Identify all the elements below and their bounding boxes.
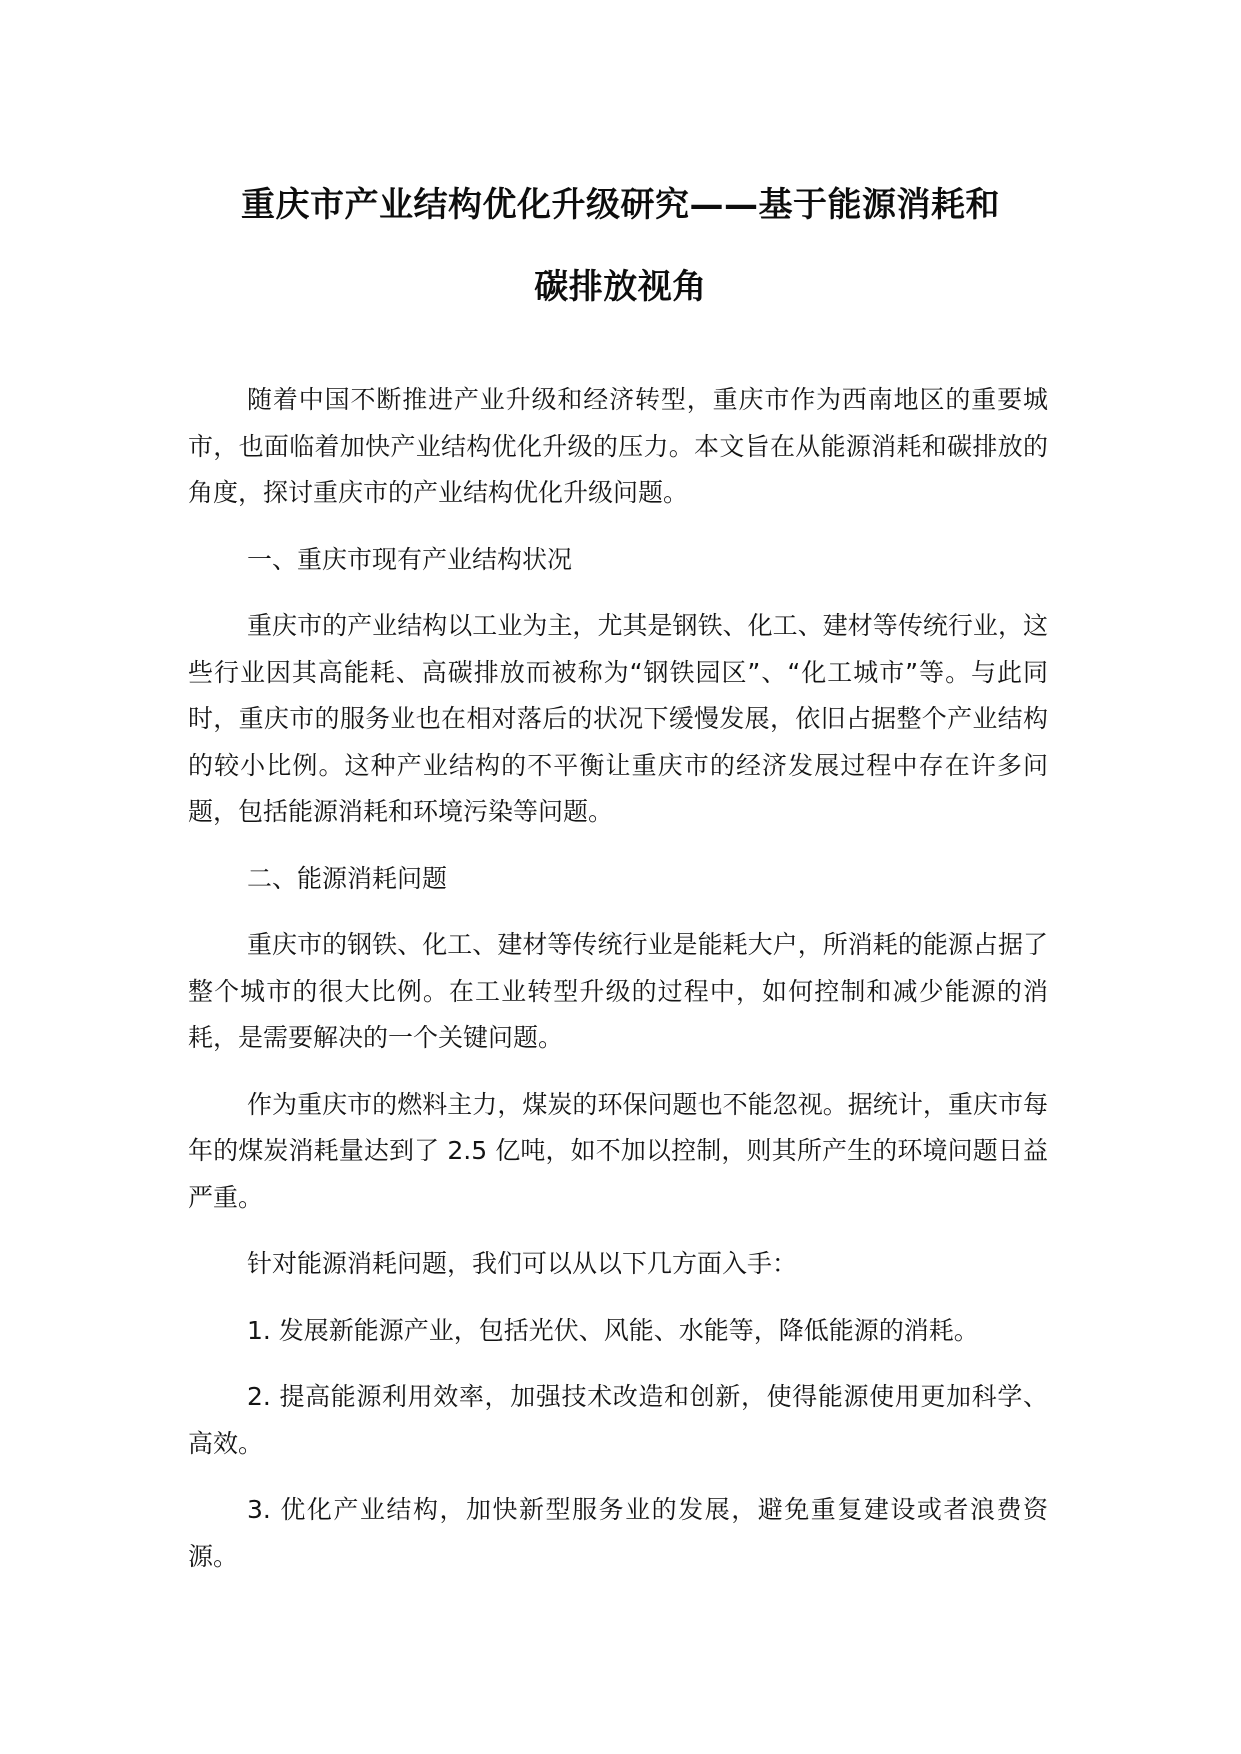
document-title-line-1: 重庆市产业结构优化升级研究——基于能源消耗和 (241, 185, 1000, 225)
section-heading-1: 一、重庆市现有产业结构状况 (247, 544, 573, 574)
measure-item-2: 2. 提高能源利用效率，加强技术改造和创新，使得能源使用更加科学、高效。 (188, 1382, 1048, 1458)
measure-item-1: 1. 发展新能源产业，包括光伏、风能、水能等，降低能源的消耗。 (247, 1315, 979, 1345)
document-body (188, 377, 1048, 1600)
industry-structure-paragraph: 重庆市的产业结构以工业为主，尤其是钢铁、化工、建材等传统行业，这些行业因其高能耗、高碳排放而被称为“钢铁园区”、“化工城市”等。与此同时，重庆市的服务业也在相对落后的状况下缓慢发展，依旧占据整个产业结构的较小比例。这种产业结构的不平衡让重庆市的经济发展过程中存在许多问题，包括能源消耗和环境污染等问题。 (188, 611, 1048, 826)
section-heading-2: 二、能源消耗问题 (247, 863, 448, 893)
coal-paragraph: 作为重庆市的燃料主力，煤炭的环保问题也不能忽视。据统计，重庆市每年的煤炭消耗量达到了 2.5 亿吨，如不加以控制，则其所产生的环境问题日益严重。 (188, 1089, 1048, 1212)
intro-paragraph: 随着中国不断推进产业升级和经济转型，重庆市作为西南地区的重要城市，也面临着加快产业结构优化升级的压力。本文旨在从能源消耗和碳排放的角度，探讨重庆市的产业结构优化升级问题。 (188, 385, 1048, 507)
measures-intro-paragraph: 针对能源消耗问题，我们可以从以下几方面入手： (247, 1249, 798, 1278)
document-title-line-2: 碳排放视角 (534, 267, 707, 307)
measure-item-3: 3. 优化产业结构，加快新型服务业的发展，避免重复建设或者浪费资源。 (188, 1495, 1048, 1571)
energy-consumption-paragraph: 重庆市的钢铁、化工、建材等传统行业是能耗大户，所消耗的能源占据了整个城市的很大比例。在工业转型升级的过程中，如何控制和减少能源的消耗，是需要解决的一个关键问题。 (188, 930, 1048, 1052)
